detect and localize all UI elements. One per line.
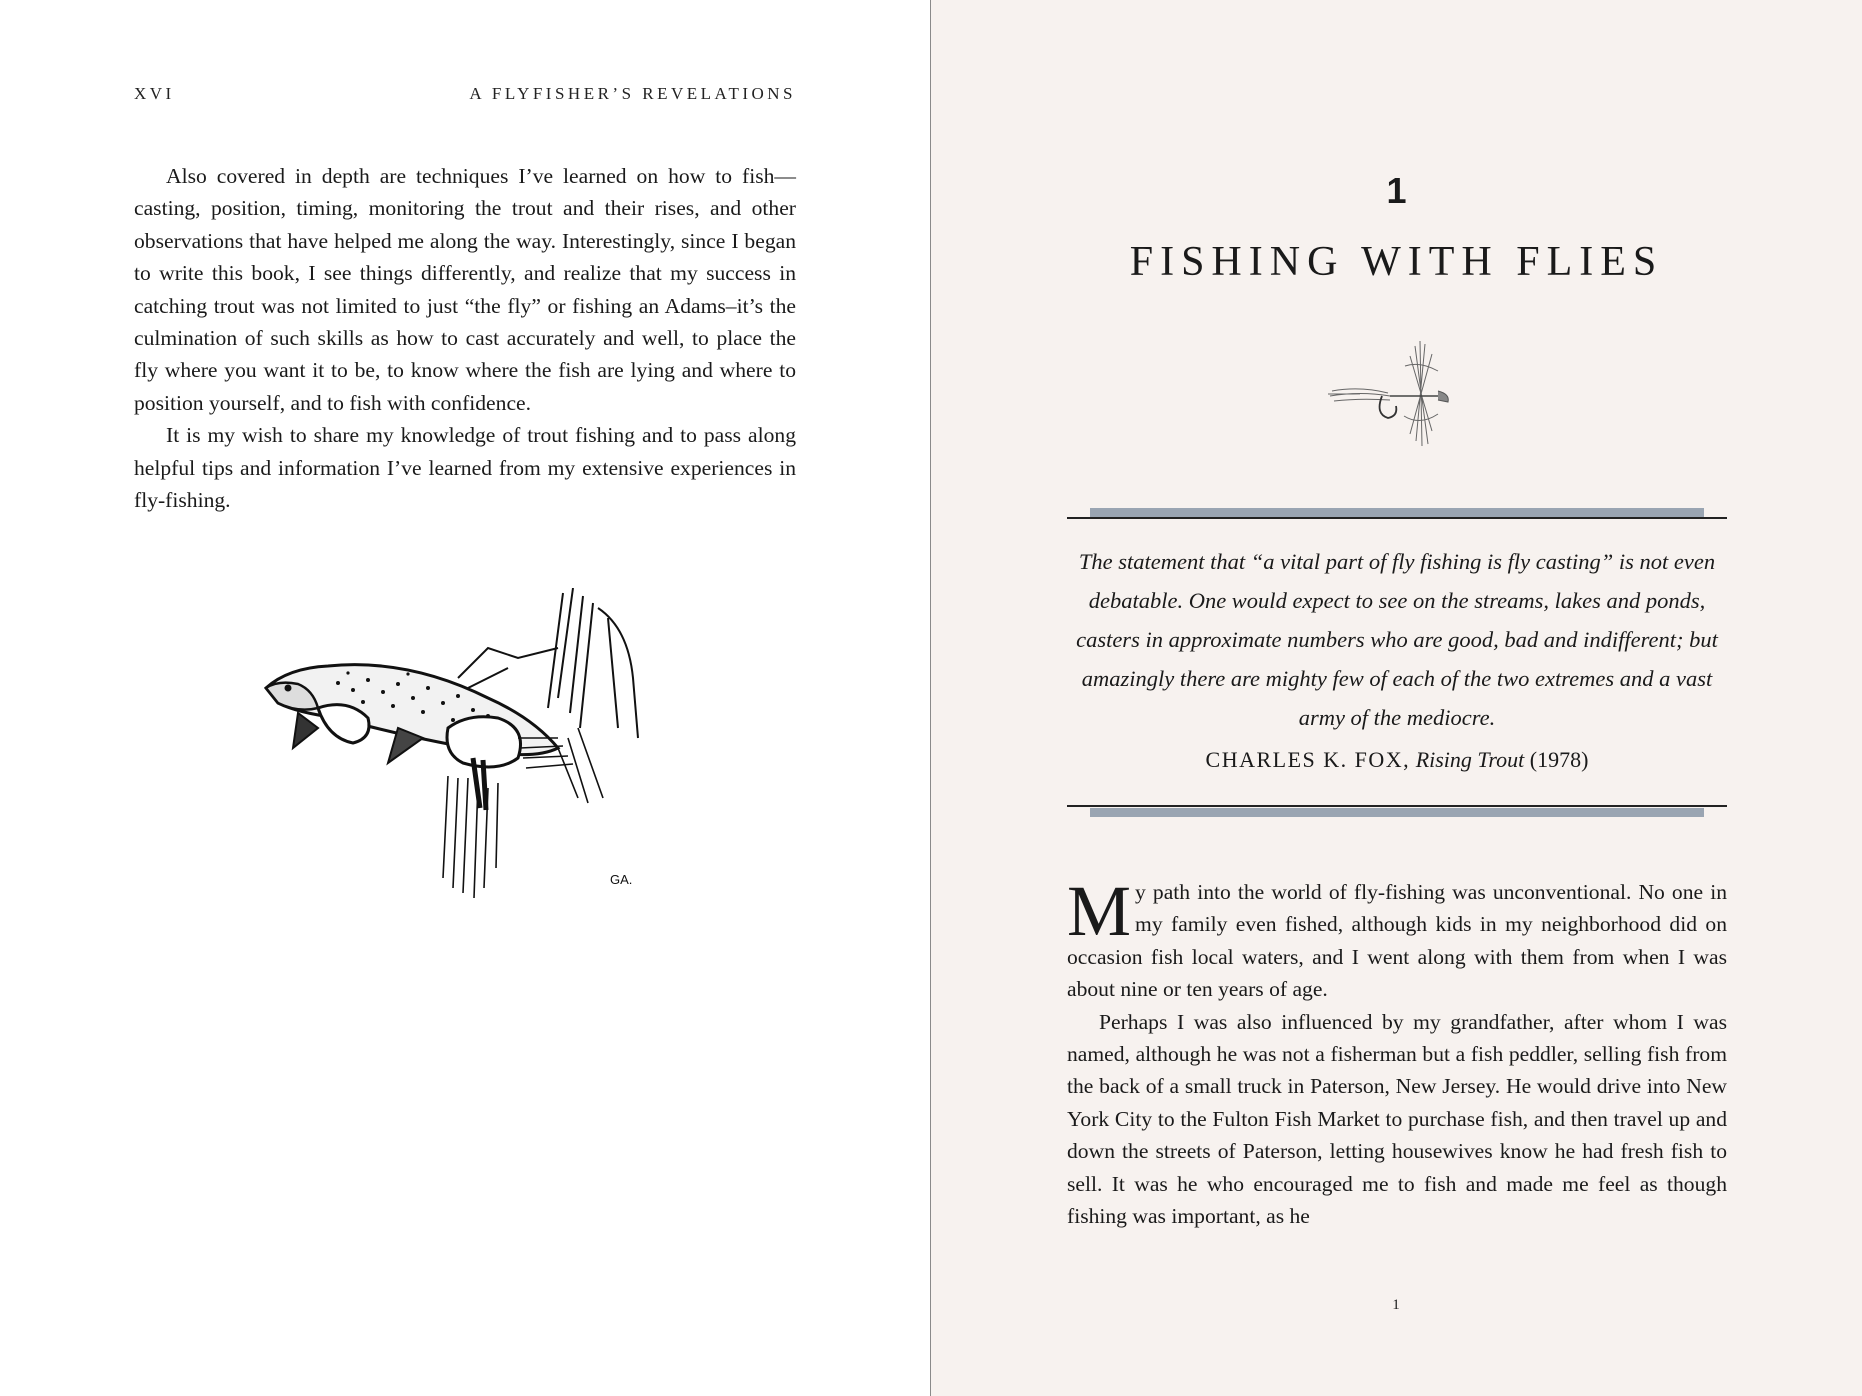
illustration-signature: GA. bbox=[610, 872, 633, 887]
right-body-text bbox=[1067, 871, 1727, 1232]
opening-paragraph-text: y path into the world of fly-fishing was unconventional. No one in my family even fished, although kids in my neighborhood did on occasion fish local waters, and I went along with them from when I was about nine or ten years of age. bbox=[1067, 880, 1727, 1002]
epigraph-year: (1978) bbox=[1529, 747, 1589, 772]
running-title: A FLYFISHER’S REVELATIONS bbox=[469, 84, 796, 103]
paragraph: It is my wish to share my knowledge of trout fishing and to pass along helpful tips and information I’ve learned from my extensive experiences in fly-fishing. bbox=[134, 423, 796, 513]
drop-cap: M bbox=[1067, 871, 1132, 951]
divider-line-top bbox=[1067, 517, 1727, 519]
paragraph: Perhaps I was also influenced by my grandfather, after whom I was named, although he was not a fisherman but a fish peddler, selling fish from the back of a small truck in Paterson, New Jersey. He would drive into New York City to the Fulton Fish Market to purchase fish, and then travel up and down the streets of Paterson, letting housewives know he had fresh fish to sell. It was he who encouraged me to fish and made me feel as though fishing was important, as he bbox=[1067, 1009, 1727, 1229]
right-page bbox=[931, 0, 1862, 1396]
left-body-text bbox=[134, 160, 796, 516]
divider-band-bottom bbox=[1090, 808, 1704, 817]
trout-in-hands-sketch-icon bbox=[258, 588, 678, 913]
page-number-right: 1 bbox=[1392, 1297, 1401, 1313]
chapter-title: FISHING WITH FLIES bbox=[1129, 239, 1664, 285]
divider-line-bottom bbox=[1067, 805, 1727, 807]
opening-paragraph bbox=[1067, 871, 1727, 1006]
divider-band-top bbox=[1090, 508, 1704, 517]
epigraph-author: CHARLES K. FOX, bbox=[1205, 747, 1411, 772]
dry-fly-icon bbox=[1320, 336, 1470, 456]
epigraph-work: Rising Trout bbox=[1415, 747, 1525, 772]
epigraph-attribution bbox=[1071, 747, 1723, 773]
chapter-number: 1 bbox=[1386, 170, 1407, 211]
page-number-left: XVI bbox=[134, 84, 175, 103]
paragraph: Also covered in depth are techniques I’ve learned on how to fish—casting, position, timing, monitoring the trout and their rises, and other observations that have helped me along the way. Interestingly, since I began to write this book, I see things differently, and realize that my success in catching trout was not limited to just “the fly” or fishing an Adams–it’s the culmination of such skills as how to cast accurately and well, to place the fly where you want it to be, to know where the fish are lying and where to position yourself, and to fish with confidence. bbox=[134, 164, 796, 415]
epigraph-quote: The statement that “a vital part of fly fishing is fly casting” is not even debatable. One would expect to see on the streams, lakes and ponds, casters in approximate numbers who are good, bad and indifferent; but amazingly there are mighty few of each of the two extremes and a vast army of the mediocre. bbox=[1076, 549, 1718, 730]
left-page bbox=[0, 0, 930, 1396]
